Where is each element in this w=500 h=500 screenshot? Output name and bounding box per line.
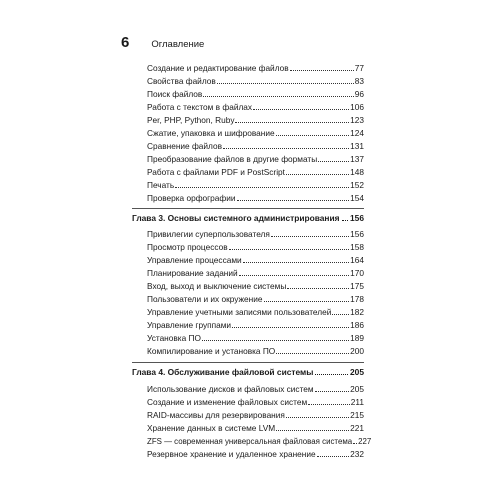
toc-entry-page: 124 [350,128,364,138]
dot-leader [229,241,350,250]
toc-entry-title: Управление группами [147,320,232,330]
toc-entry-title: Резервное хранение и удаленное хранение [147,449,316,459]
dot-leader [217,75,354,84]
toc-entry-title: Просмотр процессов [147,242,228,252]
toc-entry-title: Создание и изменение файловых систем [147,397,308,407]
toc-entry-page: 227 [358,437,372,446]
dot-leader [287,280,349,289]
dot-leader [271,228,349,237]
toc-entry-title: Пользователи и их окружение [147,294,263,304]
toc-entry-page: 205 [350,384,364,394]
section-rule [132,208,364,209]
toc-entry[interactable] [147,306,364,318]
chapter-title: Глава 3. Основы системного администрирования [132,213,340,223]
dot-leader [276,345,349,354]
toc-entry-page: 152 [350,180,364,190]
toc-chapter[interactable] [132,366,364,379]
toc-entry-title: Планирование заданий [147,268,238,278]
toc-entry[interactable] [147,345,364,357]
toc-entry-title: RAID-массивы для резервирования [147,410,285,420]
toc-entry-title: Преобразование файлов в другие форматы [147,154,318,164]
toc-entry-page: 186 [350,320,364,330]
toc-entry[interactable] [147,241,364,253]
toc-entry[interactable] [147,114,364,126]
toc-entry[interactable] [147,332,364,344]
toc-entry-title: Установка ПО [147,333,201,343]
dot-leader [353,435,357,444]
toc-entry[interactable] [147,228,364,240]
dot-leader [286,166,349,175]
toc-entry-page: 158 [350,242,364,252]
toc-entry-page: 131 [350,141,364,151]
toc-entry-title: Сжатие, упаковка и шифрование [147,128,275,138]
toc-entry-title: Вход, выход и выключение системы [147,281,287,291]
toc-entry[interactable] [147,435,372,447]
dot-leader [286,409,349,418]
toc-entry-page: 156 [350,229,364,239]
toc-entry[interactable] [147,140,364,152]
dot-leader [308,396,350,405]
toc-entry-title: Управление процессами [147,255,242,265]
chapter-page: 205 [350,367,364,377]
toc-entry-title: Свойства файлов [147,76,216,86]
toc-entry-title: Per, PHP, Python, Ruby [147,115,235,125]
toc-entry[interactable] [147,192,364,204]
dot-leader [276,422,349,431]
toc-entry[interactable] [147,88,364,100]
toc-entry-title: Сравнение файлов [147,141,222,151]
toc-entry-title: Управление учетными записями пользователей [147,307,332,317]
chapter-page: 156 [350,213,364,223]
toc-entry-title: Компилирование и установка ПО [147,346,276,356]
toc-entry-title: Привилегии суперпользователя [147,229,270,239]
toc-entry[interactable] [147,293,364,305]
dot-leader [175,179,349,188]
toc-entry[interactable] [147,396,364,408]
toc-entry[interactable] [147,254,364,266]
toc-entry-page: 211 [350,397,364,407]
dot-leader [315,366,348,375]
toc-entry-page: 164 [350,255,364,265]
toc-entry[interactable] [147,280,364,292]
dot-leader [253,101,349,110]
toc-entry[interactable] [147,101,364,113]
toc-entry-title: Работа с текстом в файлах [147,102,253,112]
toc-entry-page: 83 [354,76,364,86]
chapter-title: Глава 4. Обслуживание файловой системы [132,367,314,377]
dot-leader [203,88,353,97]
toc-entry-page: 178 [350,294,364,304]
dot-leader [315,383,350,392]
toc-entry-page: 200 [350,346,364,356]
dot-leader [332,306,349,315]
toc-entry-title: Хранение данных в системе LVM [147,423,276,433]
toc-entry[interactable] [147,153,364,165]
toc-entry[interactable] [147,448,364,460]
dot-leader [317,448,350,457]
toc-entry-page: 175 [350,281,364,291]
dot-leader [342,212,349,221]
toc-entry[interactable] [147,409,364,421]
dot-leader [232,319,349,328]
toc-entry[interactable] [147,127,364,139]
toc-entry[interactable] [147,319,364,331]
toc-entry-page: 77 [354,63,364,73]
toc-entry-page: 148 [350,167,364,177]
toc-entry-page: 123 [350,115,364,125]
toc-entry-page: 154 [350,193,364,203]
toc-entry-title: Работа с файлами PDF и PostScript [147,167,285,177]
dot-leader [243,254,349,263]
running-title: Оглавление [151,39,205,50]
toc-entry-page: 189 [350,333,364,343]
toc-entry-title: Использование дисков и файловых систем [147,384,314,394]
toc-entry[interactable] [147,62,364,74]
dot-leader [239,267,350,276]
dot-leader [235,114,349,123]
page-header [121,34,204,51]
toc-entry[interactable] [147,166,364,178]
dot-leader [237,192,350,201]
dot-leader [264,293,350,302]
page-number: 6 [121,34,130,51]
dot-leader [318,153,349,162]
toc-entry-page: 215 [350,410,364,420]
toc-entry-page: 137 [350,154,364,164]
toc-entry[interactable] [147,422,364,434]
toc-chapter[interactable] [132,212,364,225]
dot-leader [223,140,349,149]
toc-entry-title: Проверка орфографии [147,193,236,203]
toc-entry[interactable] [147,179,364,191]
toc-entry-page: 170 [350,268,364,278]
toc-entry-page: 221 [350,423,364,433]
dot-leader [290,62,354,71]
toc-entry-page: 106 [350,102,364,112]
toc-entry-page: 182 [350,307,364,317]
section-rule [132,362,364,363]
toc-entry-title: Поиск файлов [147,89,203,99]
toc-entry-title: Создание и редактирование файлов [147,63,289,73]
toc-entry-title: ZFS — современная универсальная файловая система [147,437,353,446]
toc-entry-page: 232 [350,449,364,459]
toc-entry[interactable] [147,75,364,87]
dot-leader [202,332,349,341]
toc-entry-title: Печать [147,180,175,190]
toc-entry[interactable] [147,267,364,279]
dot-leader [276,127,350,136]
toc-entry[interactable] [147,383,364,395]
toc-entry-page: 96 [354,89,364,99]
